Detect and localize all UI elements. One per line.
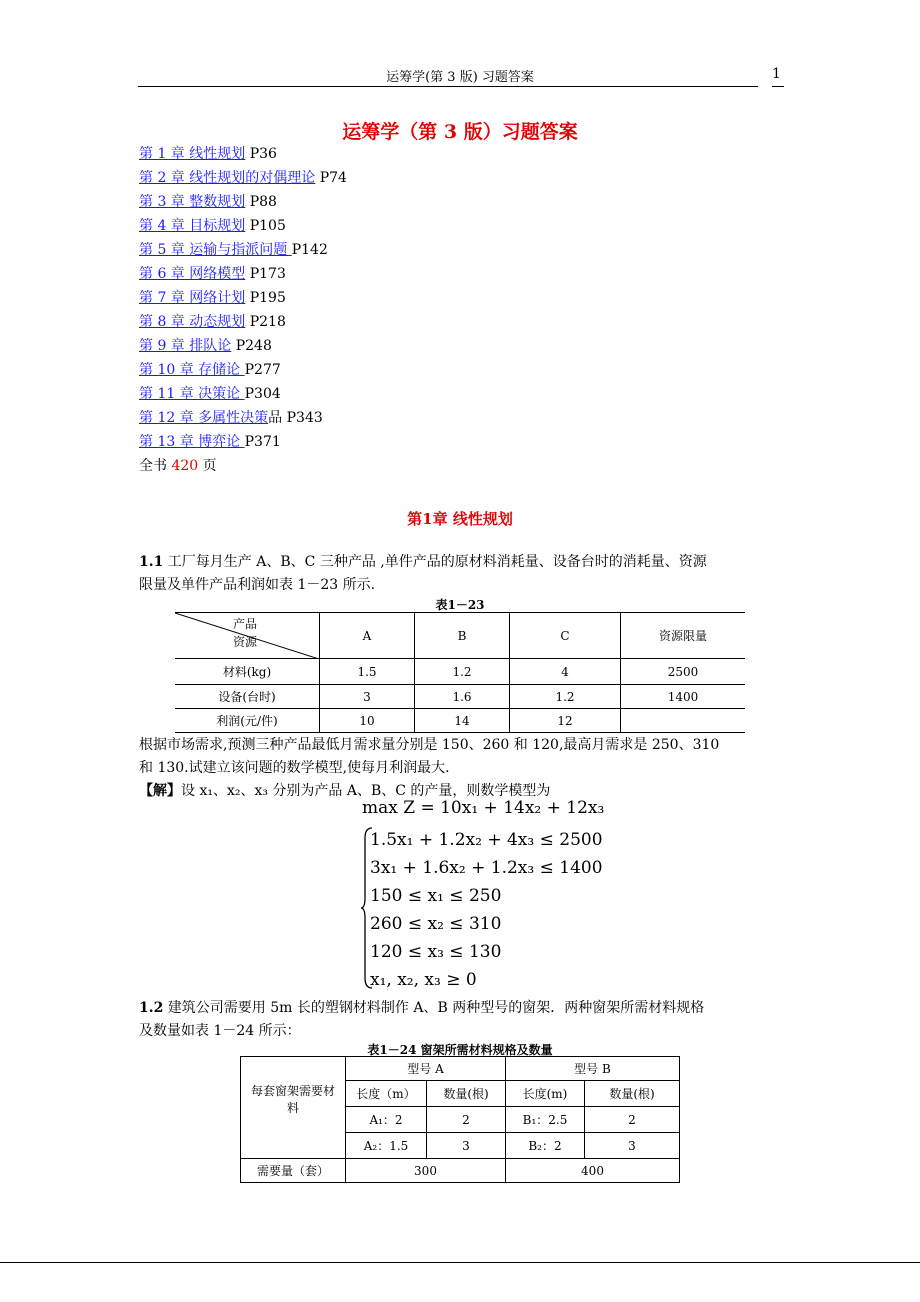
- toc-page: P277: [244, 362, 281, 378]
- toc-item: [139, 214, 347, 238]
- solution-label: 【解】: [139, 783, 181, 799]
- toc-link[interactable]: 第 8 章 动态规划: [139, 314, 246, 330]
- constraint: 3x₁ + 1.6x₂ + 1.2x₃ ≤ 1400: [370, 858, 603, 878]
- toc-link[interactable]: 第 7 章 网络计划: [139, 290, 246, 306]
- constraints: [370, 826, 603, 994]
- problem-1-1-continued: 根据市场需求,预测三种产品最低月需求量分别是 150、260 和 120,最高月需求是 250、310 和 130.试建立该问题的数学模型,使每月利润最大. 【解】设 x₁、x₂、x₃ 分别为产品 A、B、C 的产量，则数学模型为: [139, 737, 720, 799]
- table-row: A₁：2 2 B₁：2.5 2: [241, 1107, 680, 1133]
- toc-item: [139, 166, 347, 190]
- table-row: A₂：1.5 3 B₂：2 3: [241, 1133, 680, 1159]
- toc-item: [139, 382, 347, 406]
- toc-page: P142: [291, 242, 328, 258]
- toc-item: [139, 262, 347, 286]
- constraint: 120 ≤ x₃ ≤ 130: [370, 942, 502, 962]
- table-of-contents: [139, 142, 347, 478]
- toc-item: [139, 406, 347, 430]
- toc-page: P195: [245, 290, 286, 306]
- toc-page: P248: [231, 338, 272, 354]
- toc-item: [139, 310, 347, 334]
- row-label: 每套窗架需要材料: [241, 1081, 346, 1159]
- table-1-24: 型号 A 型号 B 每套窗架需要材料 长度（m） 数量(根) 长度(m) 数量(根) A₁：2 2 B₁：2.5 2 A₂：1.5 3 B₂：2 3 需要量（套） 300 400: [240, 1056, 680, 1183]
- toc-link[interactable]: 第 6 章 网络模型: [139, 266, 246, 282]
- constraint: 1.5x₁ + 1.2x₂ + 4x₃ ≤ 2500: [370, 830, 603, 850]
- table-row: 利润(元/件) 10 14 12: [175, 709, 745, 733]
- toc-page: P371: [244, 434, 281, 450]
- type-b-header: 型号 B: [506, 1057, 680, 1081]
- toc-item: [139, 286, 347, 310]
- table-row: 需要量（套） 300 400: [241, 1159, 680, 1183]
- toc-page: P173: [245, 266, 286, 282]
- constraint: 150 ≤ x₁ ≤ 250: [370, 886, 502, 906]
- toc-link[interactable]: 第 9 章 排队论: [139, 338, 232, 354]
- toc-link[interactable]: 第 12 章 多属性决策: [139, 410, 269, 426]
- chapter-title: 第1章 线性规划: [407, 510, 513, 528]
- toc-link[interactable]: 第 1 章 线性规划: [139, 146, 246, 162]
- toc-link[interactable]: 第 11 章 决策论: [139, 386, 245, 402]
- toc-page: P36: [245, 146, 277, 162]
- problem-1-1: 1.1 工厂每月生产 A、B、C 三种产品 ,单件产品的原材料消耗量、设备台时的消耗量、资源 限量及单件产品利润如表 1－23 所示.: [139, 554, 707, 593]
- toc-item: [139, 430, 347, 454]
- page-number-rule: [772, 86, 784, 87]
- toc-page: P304: [244, 386, 281, 402]
- toc-item: [139, 358, 347, 382]
- toc-page: P218: [245, 314, 286, 330]
- table-1-23-caption: 表1－23: [435, 598, 485, 612]
- table-1-23: [175, 612, 745, 733]
- total-pages-number: 420: [171, 458, 199, 474]
- toc-page: P74: [315, 170, 347, 186]
- constraint: x₁, x₂, x₃ ≥ 0: [370, 970, 477, 990]
- running-header: 运筹学(第 3 版) 习题答案: [386, 70, 534, 85]
- col-header: B: [415, 613, 510, 659]
- toc-item: [139, 238, 347, 262]
- toc-link[interactable]: 第 10 章 存储论: [139, 362, 245, 378]
- table-1-24-caption: 表1－24 窗架所需材料规格及数量: [367, 1043, 553, 1057]
- toc-page: P88: [245, 194, 277, 210]
- diagonal-header-cell: 产品 资源: [175, 613, 320, 659]
- total-pages: 全书 420 页: [139, 458, 217, 474]
- col-header: C: [510, 613, 621, 659]
- toc-link[interactable]: 第 3 章 整数规划: [139, 194, 246, 210]
- col-header: 资源限量: [621, 613, 746, 659]
- constraint: 260 ≤ x₂ ≤ 310: [370, 914, 502, 934]
- toc-item: [139, 190, 347, 214]
- header-rule: [138, 86, 758, 87]
- table-row: 材料(kg) 1.5 1.2 4 2500: [175, 659, 745, 685]
- toc-link[interactable]: 第 2 章 线性规划的对偶理论: [139, 170, 316, 186]
- toc-item: [139, 334, 347, 358]
- toc-link[interactable]: 第 13 章 博弈论: [139, 434, 245, 450]
- toc-link[interactable]: 第 5 章 运输与指派问题: [139, 242, 292, 258]
- problem-1-2: 1.2 建筑公司需要用 5m 长的塑钢材料制作 A、B 两种型号的窗架．两种窗架所需材料规格 及数量如表 1－24 所示：: [139, 1000, 705, 1039]
- objective-function: max Z = 10x₁ + 14x₂ + 12x₃: [362, 798, 605, 818]
- toc-link[interactable]: 第 4 章 目标规划: [139, 218, 246, 234]
- footer-rule: [0, 1262, 920, 1263]
- toc-item: [139, 142, 347, 166]
- problem-number: 1.1: [139, 554, 164, 570]
- page-number: 1: [772, 66, 781, 82]
- toc-page: 品 P343: [268, 410, 323, 426]
- type-a-header: 型号 A: [346, 1057, 506, 1081]
- table-row: 设备(台时) 3 1.6 1.2 1400: [175, 685, 745, 709]
- col-header: A: [320, 613, 415, 659]
- document-title: 运筹学（第 3 版）习题答案: [342, 121, 578, 143]
- problem-number: 1.2: [139, 1000, 164, 1016]
- toc-page: P105: [245, 218, 286, 234]
